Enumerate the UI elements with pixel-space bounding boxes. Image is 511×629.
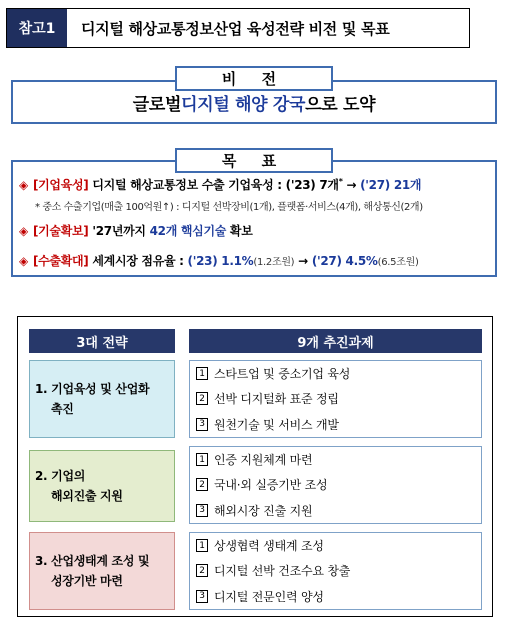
- task-item: [196, 502, 481, 519]
- task-list-3: [189, 532, 482, 610]
- goal-item-tech: [19, 222, 253, 239]
- task-item: [196, 451, 481, 468]
- task-number: 2: [196, 564, 208, 577]
- task-text: 디지털 선박 건조수요 창출: [214, 564, 351, 579]
- goal-target: ('27) 21개: [360, 178, 422, 192]
- task-item: [196, 562, 481, 579]
- strategy-line: 촉진: [51, 402, 74, 416]
- goal-value-2023-sub: (1.2조원): [253, 257, 295, 268]
- vision-label: 비 전: [175, 66, 333, 91]
- strategy-line: 3. 산업생태계 조성 및: [35, 554, 150, 568]
- goal-text: 세계시장 점유율 :: [88, 254, 188, 268]
- strategy-line: 2. 기업의: [35, 469, 86, 483]
- reference-tag: 참고1: [7, 9, 67, 47]
- task-text: 원천기술 및 서비스 개발: [214, 417, 339, 432]
- task-text: 국내·외 실증기반 조성: [214, 478, 328, 493]
- goal-value-2027-sub: (6.5조원): [377, 257, 419, 268]
- strategy-line: 1. 기업육성 및 산업화: [35, 382, 150, 396]
- task-item: [196, 537, 481, 554]
- diamond-bullet-icon: ◈: [19, 254, 28, 268]
- goal-value-2027: ('27) 4.5%: [311, 254, 378, 268]
- vision-text-pre: 글로벌: [132, 94, 182, 115]
- task-number: 1: [196, 367, 208, 380]
- goal-footnote: * 중소 수출기업(매출 100억원↑) : 디지털 선박장비(1개), 플랫폼·서비스(4개), 해상통신(2개): [35, 202, 423, 213]
- strategy-item-3: [29, 532, 175, 610]
- strategy-item-1: [29, 360, 175, 438]
- goal-footnote-mark: *: [338, 177, 343, 186]
- goal-item-export: [19, 252, 419, 269]
- task-text: 스타트업 및 중소기업 육성: [214, 367, 351, 382]
- goals-label: 목 표: [175, 148, 333, 173]
- task-item: [196, 416, 481, 433]
- task-number: 1: [196, 453, 208, 466]
- task-number: 3: [196, 418, 208, 431]
- task-number: 1: [196, 539, 208, 552]
- tasks-header: 9개 추진과제: [189, 329, 482, 353]
- goal-text: '27년까지: [88, 224, 150, 238]
- goals-box: [11, 160, 497, 277]
- strategy-table: [17, 316, 493, 617]
- goal-text: 디지털 해상교통정보 수출 기업육성 : ('23) 7개: [88, 178, 339, 192]
- strategy-header: 3대 전략: [29, 329, 175, 353]
- goal-tag: [기술확보]: [32, 224, 89, 238]
- strategy-item-2: [29, 450, 175, 522]
- task-number: 2: [196, 478, 208, 491]
- task-item: [196, 390, 481, 407]
- task-item: [196, 365, 481, 382]
- goal-item-company: [19, 176, 421, 193]
- task-number: 3: [196, 504, 208, 517]
- arrow-icon: →: [294, 254, 312, 268]
- task-number: 3: [196, 590, 208, 603]
- goal-highlight: 42개 핵심기술: [149, 224, 227, 238]
- vision-highlight: 디지털 해양 강국: [181, 94, 306, 115]
- task-item: [196, 476, 481, 493]
- strategy-line: 성장기반 마련: [51, 574, 123, 588]
- section-header: [6, 8, 470, 48]
- goal-value-2023: ('23) 1.1%: [187, 254, 254, 268]
- task-text: 인증 지원체계 마련: [214, 453, 313, 468]
- task-text: 상생협력 생태계 조성: [214, 539, 324, 554]
- goal-text-post: 확보: [226, 224, 253, 238]
- diamond-bullet-icon: ◈: [19, 178, 28, 192]
- task-number: 2: [196, 392, 208, 405]
- vision-text-post: 으로 도약: [305, 94, 376, 115]
- diamond-bullet-icon: ◈: [19, 224, 28, 238]
- goal-tag: [기업육성]: [32, 178, 89, 192]
- task-text: 선박 디지털화 표준 정립: [214, 392, 339, 407]
- task-list-1: [189, 360, 482, 438]
- arrow-icon: →: [342, 178, 361, 192]
- task-text: 해외시장 진출 지원: [214, 503, 313, 518]
- task-list-2: [189, 446, 482, 524]
- page-title: 디지털 해상교통정보산업 육성전략 비전 및 목표: [81, 19, 390, 38]
- task-item: [196, 588, 481, 605]
- strategy-line: 해외진출 지원: [51, 489, 123, 503]
- goal-tag: [수출확대]: [32, 254, 89, 268]
- task-text: 디지털 전문인력 양성: [214, 589, 324, 604]
